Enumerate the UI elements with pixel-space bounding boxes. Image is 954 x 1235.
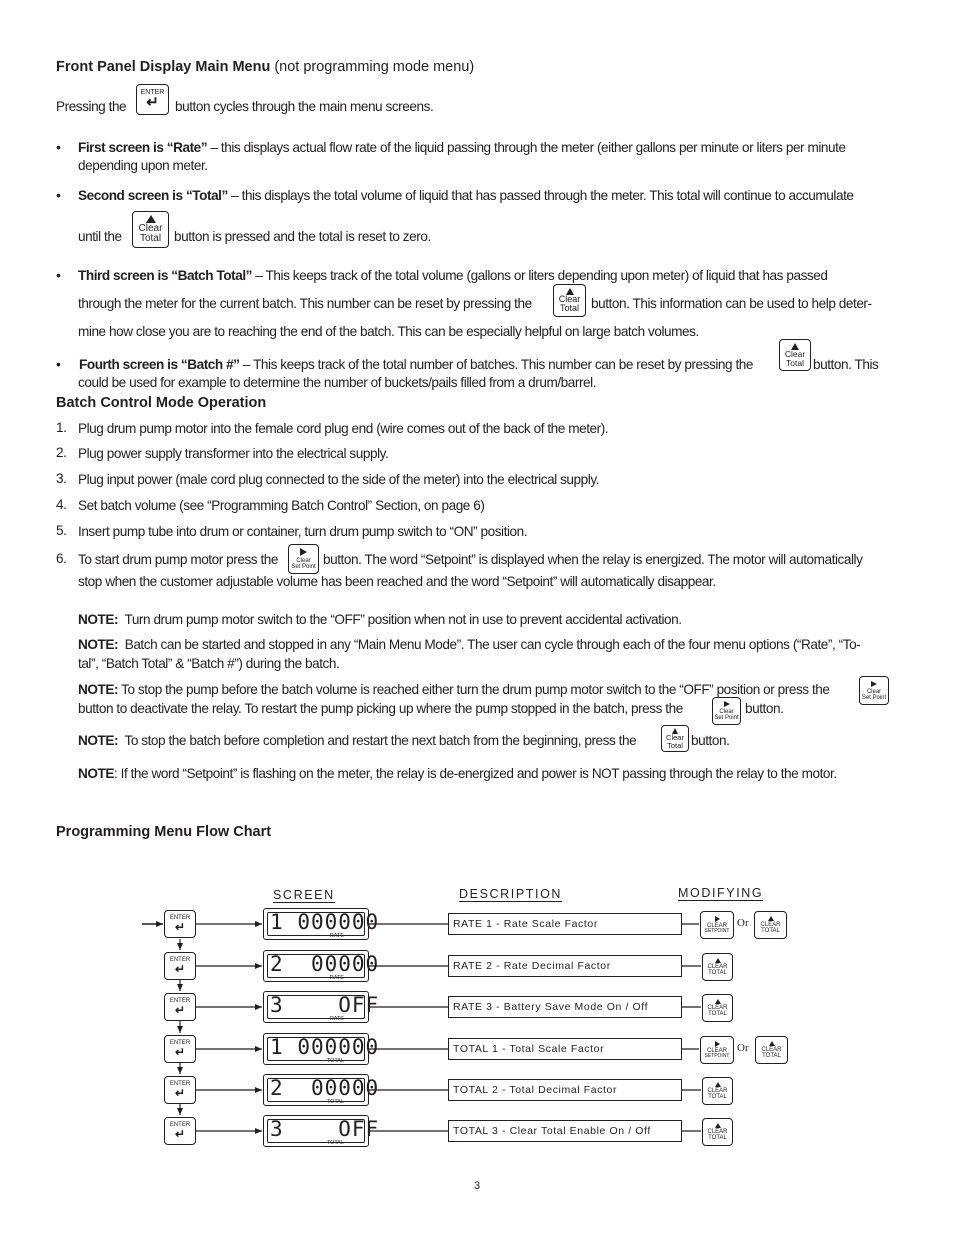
lcd-unit: TOTAL [326,1099,344,1105]
total-label: TOTAL [761,928,780,934]
total-label: TOTAL [708,1135,727,1141]
bullet-icon: • [56,356,61,372]
clear-label: Clear [666,733,684,742]
return-arrow-icon: ↵ [174,1127,186,1141]
step-2: Plug power supply transformer into the electrical supply. [78,446,389,461]
clear-total-button-icon [702,953,733,981]
clear-total-button-icon [754,911,787,939]
lcd-digits [270,1117,379,1141]
enter-button-icon [164,1117,196,1145]
third-screen-line2b: button. This information can be used to help deter- [591,296,872,311]
return-arrow-icon: ↵ [146,94,159,111]
fourth-screen-line1b: button. This [813,357,879,372]
clear-label: CLEAR [706,1048,727,1054]
step-number: 4. [56,497,67,512]
lcd-digits [270,910,379,934]
first-screen-line2: depending upon meter. [78,158,208,173]
lcd-screen [263,908,380,940]
note-3-line2: button to deactivate the relay. To restart the pump picking up where the pump stopped in the batch, press the [78,701,683,716]
pressing-the-text: Pressing the [56,99,127,114]
return-arrow-icon: ↵ [174,962,186,976]
return-arrow-icon: ↵ [174,920,186,934]
cycles-text: button cycles through the main menu screens. [175,99,434,114]
fourth-screen-bold: Fourth screen is “Batch #” [79,357,240,372]
lcd-unit: RATE [329,933,344,939]
lcd-screen-number: 3 [270,993,284,1017]
step-number: 3. [56,471,67,486]
step-number: 5. [56,523,67,538]
lcd-screen-number: 1 [270,910,284,934]
clear-label: CLEAR [707,1129,728,1135]
description-box: TOTAL 3 - Clear Total Enable On / Off [448,1120,682,1142]
note-label: NOTE: [78,637,119,652]
up-triangle-icon [769,1041,775,1046]
lcd-value: OFF [338,993,380,1017]
up-triangle-icon [715,1123,721,1128]
step-4: Set batch volume (see “Programming Batch Control” Section, on page 6) [78,498,485,513]
step-number: 6. [56,551,67,566]
or-label: Or [737,917,749,929]
clear-label: Clear [558,294,581,304]
setpoint-label: SETPOINT [704,928,730,934]
lcd-screen-number: 2 [270,1076,284,1100]
fourth-screen-text: – This keeps track of the total number of batches. This number can be reset by pressing the [239,357,754,372]
lcd-value: 00000 [310,952,380,976]
clear-label: CLEAR [761,1047,782,1053]
clear-label: CLEAR [707,964,728,970]
clear-label: Clear [296,558,311,564]
total-label: Total [667,740,683,750]
lcd-value: 00000 [310,1076,380,1100]
step-3: Plug input power (male cord plug connected to the side of the meter) into the electrical supply. [78,472,600,487]
lcd-unit: TOTAL [326,1140,344,1146]
first-screen-bold: First screen is “Rate” [78,140,208,155]
description-box: RATE 3 - Battery Save Mode On / Off [448,996,682,1018]
lcd-screen-number: 3 [270,1117,284,1141]
note-label: NOTE: [78,733,119,748]
col-screen-text: SCREEN [273,888,335,902]
description-box: TOTAL 2 - Total Decimal Factor [448,1079,682,1101]
enter-button-icon [164,1076,196,1104]
enter-label: ENTER [169,1081,191,1087]
step-6-c: stop when the customer adjustable volume has been reached and the word “Setpoint” will automatically disappear. [78,574,716,589]
col-description-text: DESCRIPTION [459,887,563,901]
enter-label: ENTER [169,957,191,963]
lcd-digits [270,1035,379,1059]
note-2-text: Batch can be started and stopped in any “Main Menu Mode”. The user can cycle through each of the four menu options (“Rate”, “To- [124,637,861,652]
lcd-value: OFF [338,1117,380,1141]
return-arrow-icon: ↵ [174,1003,186,1017]
lcd-unit: TOTAL [326,1058,344,1064]
clear-label: CLEAR [707,1088,728,1094]
lcd-value: 000000 [297,910,380,934]
bullet-icon: • [56,267,61,283]
total-label: TOTAL [708,1094,727,1100]
third-screen-line2a: through the meter for the current batch. This number can be reset by pressing the [78,296,532,311]
up-triangle-icon [715,1082,721,1087]
total-label: TOTAL [762,1053,781,1059]
step-6-b: button. The word “Setpoint” is displayed when the relay is energized. The motor will automatically [323,552,863,567]
enter-label: ENTER [169,998,191,1004]
clear-total-button-icon [702,994,733,1022]
note-3-text: To stop the pump before the batch volume is reached either turn the drum pump motor switch to the “OFF” position or press the [121,682,830,697]
clear-label: CLEAR [760,922,781,928]
second-screen-bold: Second screen is “Total” [78,188,228,203]
second-screen-after: button is pressed and the total is reset to zero. [174,229,431,244]
second-screen-text: – this displays the total volume of liquid that has passed through the meter. This total will continue to accumulate [227,188,854,203]
note-2-line2: tal”, “Batch Total” & “Batch #”) during the batch. [78,656,340,671]
note-1-text: Turn drum pump motor switch to the “OFF” position when not in use to prevent accidental activation. [124,612,682,627]
clear-label: Clear [138,223,163,234]
lcd-value: 000000 [297,1035,380,1059]
enter-button-icon [164,993,196,1021]
enter-button-icon [164,952,196,980]
note-5-text: : If the word “Setpoint” is flashing on the meter, the relay is de-energized and power is NOT passing through the relay to the motor. [113,766,837,781]
lcd-screen [263,1074,380,1106]
lcd-screen-number: 1 [270,1035,284,1059]
description-box: TOTAL 1 - Total Scale Factor [448,1038,682,1060]
third-screen-bold: Third screen is “Batch Total” [78,268,253,283]
enter-label: ENTER [169,1040,191,1046]
enter-label: ENTER [169,1122,191,1128]
total-label: TOTAL [708,970,727,976]
clear-label: CLEAR [707,1005,728,1011]
clear-setpoint-button-icon [700,1036,734,1064]
set-point-label: Set Point [291,564,316,570]
clear-label: Clear [784,349,806,359]
total-label: Total [559,303,579,313]
lcd-unit: RATE [329,975,344,981]
total-label: TOTAL [708,1011,727,1017]
lcd-screen [263,1033,380,1065]
col-modifying-text: MODIFYING [678,886,764,900]
clear-total-button-icon [755,1036,788,1064]
page-number: 3 [473,1180,481,1192]
fourth-screen-line2: could be used for example to determine the number of buckets/pails filled from a drum/barrel. [78,375,597,390]
third-screen-line3: mine how close you are to reaching the end of the batch. This can be especially helpful on large batch volumes. [78,324,699,339]
batch-control-heading: Batch Control Mode Operation [56,395,267,411]
up-triangle-icon [715,958,721,963]
enter-button-icon [164,910,196,938]
set-point-label: Set Point [714,715,739,721]
lcd-unit: RATE [329,1016,344,1022]
or-label: Or [737,1042,749,1054]
enter-label: ENTER [140,89,165,96]
flow-chart-heading: Programming Menu Flow Chart [56,824,272,840]
up-triangle-icon [715,999,721,1004]
step-number: 1. [56,420,67,435]
return-arrow-icon: ↵ [174,1086,186,1100]
clear-total-button-icon [702,1118,733,1146]
return-arrow-icon: ↵ [174,1045,186,1059]
note-4-text: To stop the batch before completion and restart the next batch from the beginning, press the [124,733,637,748]
bullet-icon: • [56,187,61,203]
enter-label: ENTER [169,915,191,921]
lcd-screen-number: 2 [270,952,284,976]
note-label: NOTE: [78,612,119,627]
play-triangle-icon [715,916,720,922]
lcd-digits [270,1076,379,1100]
clear-total-button-icon [702,1077,733,1105]
enter-button-icon [164,1035,196,1063]
setpoint-label: SETPOINT [704,1053,730,1059]
description-box: RATE 2 - Rate Decimal Factor [448,955,682,977]
second-screen-until: until the [78,229,122,244]
lcd-screen [263,991,380,1023]
bullet-icon: • [56,139,61,155]
play-triangle-icon [715,1041,720,1047]
note-label: NOTE [78,766,114,781]
set-point-label: Set Point [861,694,887,701]
lcd-digits [270,993,379,1017]
clear-setpoint-button-icon [700,911,734,939]
main-menu-heading-rest: (not programming mode menu) [270,59,475,75]
lcd-screen [263,950,380,982]
first-screen-text: – this displays actual flow rate of the liquid passing through the meter (either gallons per minute or liters per minute [207,140,846,155]
clear-label: Clear [866,688,882,695]
description-box: RATE 1 - Rate Scale Factor [448,913,682,935]
lcd-digits [270,952,379,976]
total-label: Total [786,357,804,368]
note-3-line3: button. [745,701,784,716]
step-number: 2. [56,445,67,460]
clear-label: Clear [719,709,734,715]
step-5: Insert pump tube into drum or container, turn drum pump switch to “ON” position. [78,524,528,539]
note-label: NOTE: [78,682,119,697]
step-1: Plug drum pump motor into the female cord plug end (wire comes out of the back of the meter). [78,421,609,436]
main-menu-heading-bold: Front Panel Display Main Menu [56,59,271,75]
total-label: Total [139,233,162,244]
step-6-a: To start drum pump motor press the [78,552,279,567]
clear-label: CLEAR [706,923,727,929]
note-4-b: button. [691,733,730,748]
third-screen-text: – This keeps track of the total volume (gallons or liters depending upon meter) of liquid that has passed [252,268,828,283]
lcd-screen [263,1115,380,1147]
up-triangle-icon [768,916,774,921]
